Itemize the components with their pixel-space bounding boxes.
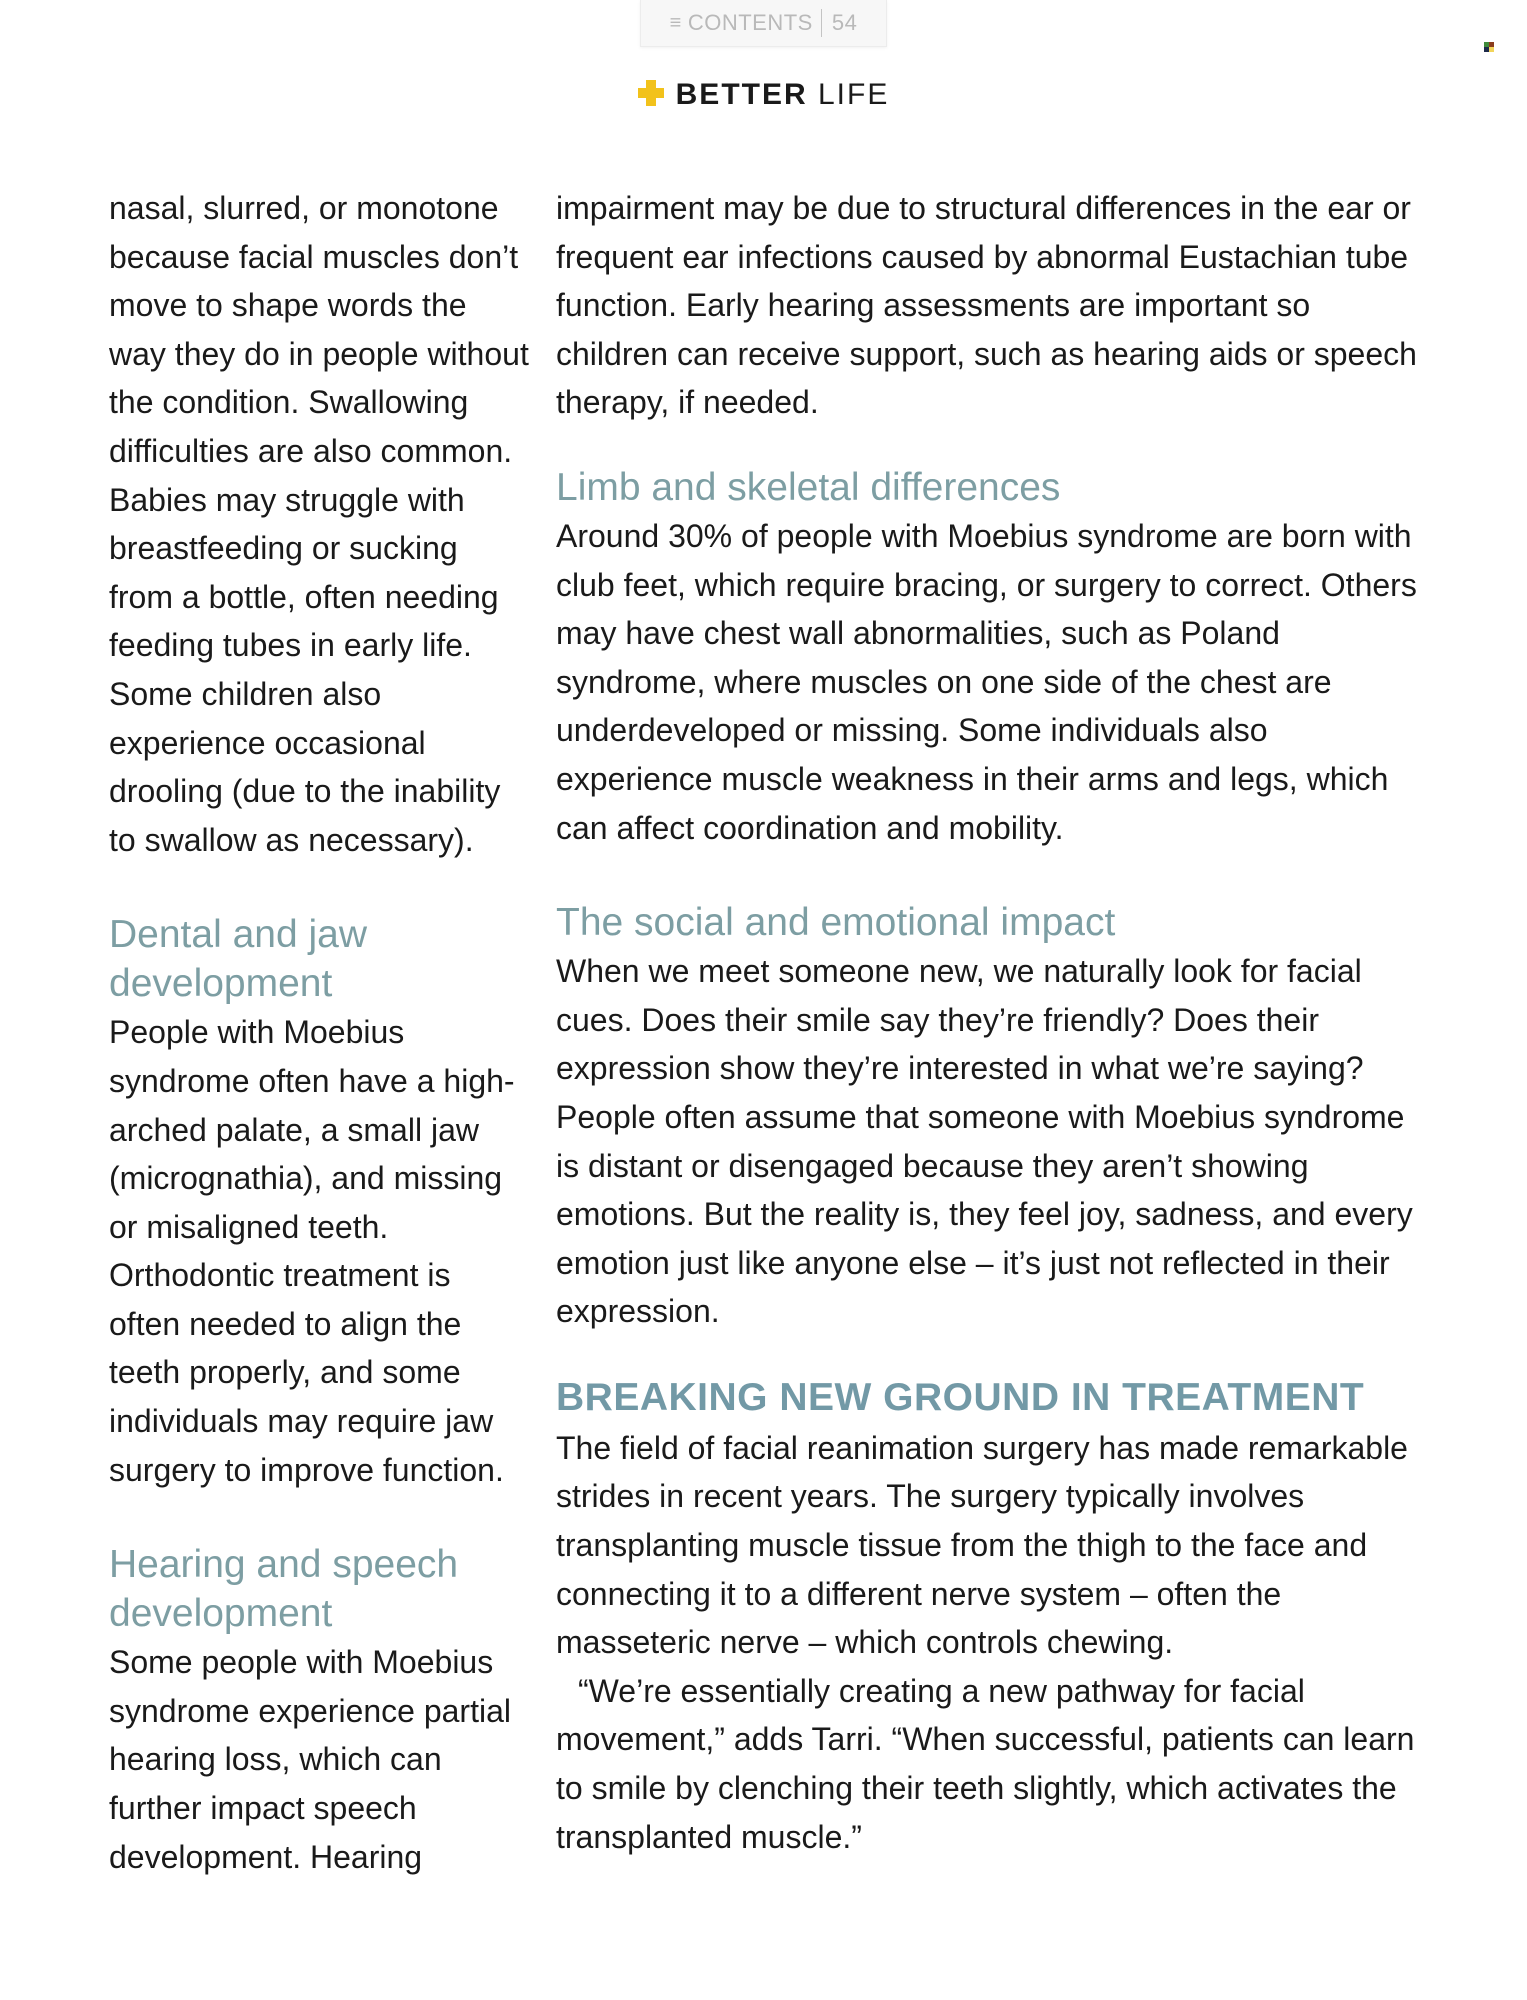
subheading-hearing: Hearing and speech development [109, 1543, 459, 1636]
right-column [556, 184, 1426, 1861]
body-paragraph: nasal, slurred, or monotone because facial muscles don’t move to shape words the way they do in people without the condition. Swallowing difficulties are also common. Babies may struggle with breastfeeding or sucking from a bottle, often needing feeding tubes in early life. Some children also experience occasional drooling (due to the inability to swallow as necessary). [109, 190, 529, 858]
quote-paragraph: “We’re essentially creating a new pathway for facial movement,” adds Tarri. “When successful, patients can learn to smile by clenching their teeth slightly, which activates the transplanted muscle.” [556, 1672, 1415, 1855]
menu-icon: ≡ [669, 11, 682, 34]
subheading-limb: Limb and skeletal differences [556, 465, 1061, 509]
body-paragraph: impairment may be due to structural differences in the ear or frequent ear infections caused by abnormal Eustachian tube function. Early hearing assessments are important so children can receive support, such as hearing aids or speech therapy, if needed. [556, 190, 1417, 421]
body-paragraph: The field of facial reanimation surgery has made remarkable strides in recent years. The surgery typically involves transplanting muscle tissue from the thigh to the face and connecting it to a different nerve system – often the masseteric nerve – which controls chewing. [556, 1429, 1408, 1661]
app-logo-icon [1484, 42, 1494, 52]
subheading-dental: Dental and jaw development [109, 913, 367, 1006]
contents-label: CONTENTS [687, 10, 813, 35]
left-column [109, 184, 529, 1881]
section-brand [0, 78, 1527, 112]
body-paragraph: When we meet someone new, we naturally look for facial cues. Does their smile say they’re friendly? Does their expression show they’re interested in what we’re saying? People often assume that someone with Moebius syndrome is distant or disengaged because they aren’t showing emotions. But the reality is, they feel joy, sadness, and every emotion just like anyone else – it’s just not reflected in their expression. [556, 953, 1413, 1330]
brand-light: LIFE [817, 78, 890, 111]
plus-cross-icon [638, 80, 664, 106]
contents-button[interactable] [640, 0, 887, 47]
body-paragraph: Around 30% of people with Moebius syndrome are born with club feet, which require bracing, or surgery to correct. Others may have chest wall abnormalities, such as Poland syndrome, where muscles on one side of the chest are underdeveloped or missing. Some individuals also experience muscle weakness in their arms and legs, which can affect coordination and mobility. [556, 517, 1417, 846]
divider [821, 9, 822, 37]
body-paragraph: Some people with Moebius syndrome experience partial hearing loss, which can further impact speech development. Hearing [109, 1644, 511, 1875]
brand-bold: BETTER [675, 78, 808, 111]
page-number: 54 [831, 10, 858, 35]
section-heading-treatment: BREAKING NEW GROUND IN TREATMENT [556, 1375, 1365, 1419]
body-paragraph: People with Moebius syndrome often have a high-arched palate, a small jaw (micrognathia), and missing or misaligned teeth. Orthodontic treatment is often needed to align the teeth properly, and some individuals may require jaw surgery to improve function. [109, 1014, 515, 1488]
subheading-social: The social and emotional impact [556, 901, 1116, 945]
